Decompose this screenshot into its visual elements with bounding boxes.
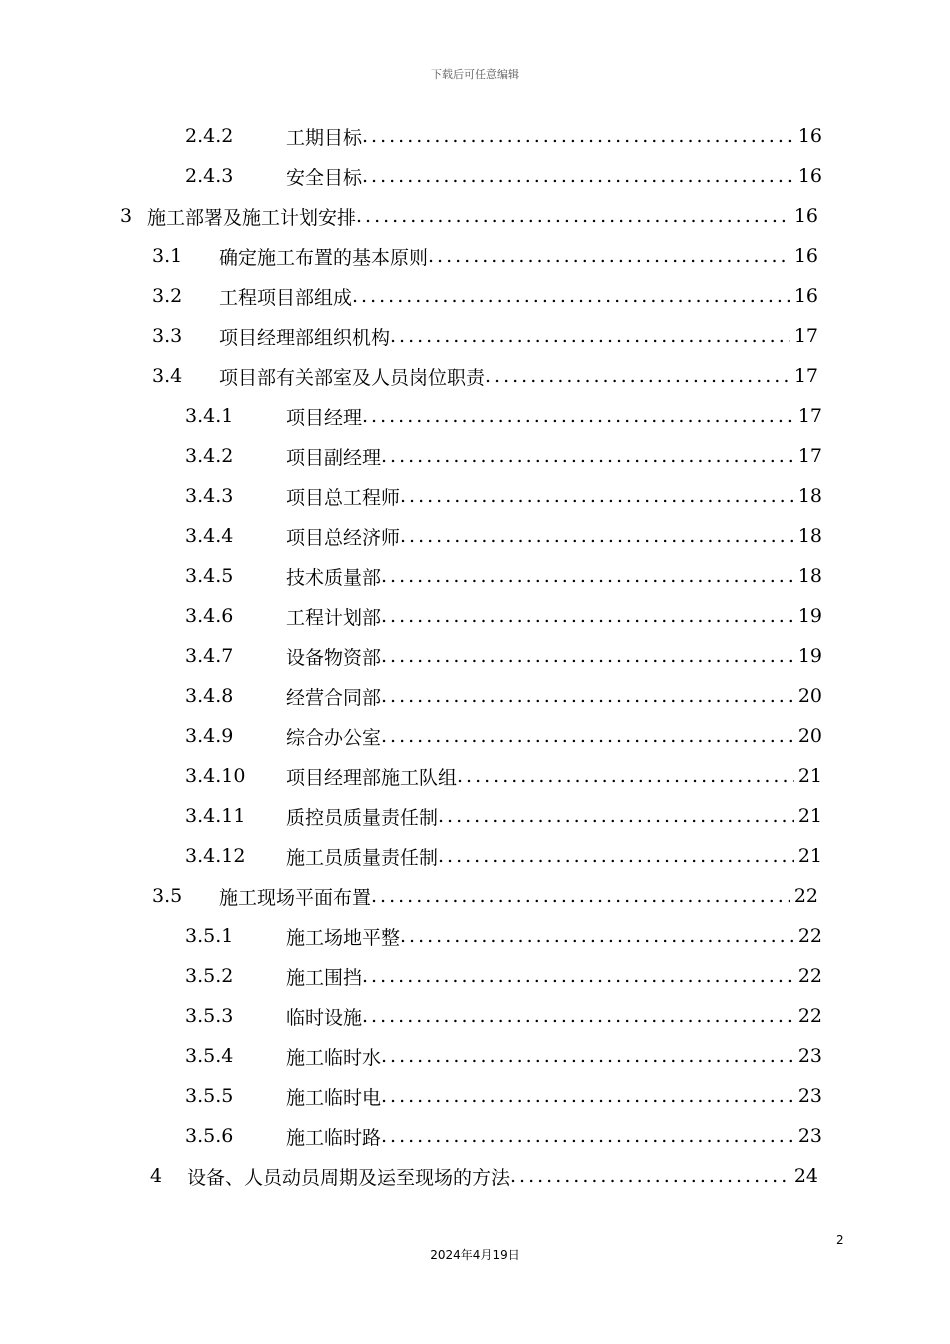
toc-entry-number: 3.1: [152, 245, 183, 267]
toc-entry[interactable]: [185, 396, 822, 436]
toc-entry[interactable]: [152, 876, 818, 916]
toc-entry-title: 经营合同部: [286, 686, 382, 709]
toc-entry-number: 3.4.9: [185, 725, 234, 747]
toc-entry-title: 确定施工布置的基本原则: [219, 246, 429, 269]
toc-entry-title: 项目部有关部室及人员岗位职责: [219, 366, 486, 389]
toc-entry[interactable]: [185, 716, 822, 756]
toc-entry[interactable]: [152, 356, 818, 396]
toc-entry-title: 项目总经济师: [286, 526, 401, 549]
toc-entry-page: 20: [797, 725, 822, 747]
toc-entry-page: 18: [797, 525, 822, 547]
toc-entry-title: 项目总工程师: [286, 486, 401, 509]
toc-entry-page: 22: [797, 965, 822, 987]
dot-leader: [381, 685, 794, 707]
toc-entry-page: 23: [797, 1125, 822, 1147]
toc-entry-page: 24: [793, 1165, 818, 1187]
toc-entry-page: 20: [797, 685, 822, 707]
page-header: 下载后可任意编辑: [431, 68, 519, 81]
dot-leader: [400, 485, 794, 507]
toc-entry-title: 项目经理部组织机构: [219, 326, 391, 349]
toc-entry-page: 23: [797, 1085, 822, 1107]
toc-entry[interactable]: [185, 796, 822, 836]
toc-entry-title: 施工临时水: [286, 1046, 382, 1069]
dot-leader: [510, 1165, 790, 1187]
toc-entry[interactable]: [185, 676, 822, 716]
page-number: 2: [836, 1233, 844, 1247]
toc-entry-title: 设备、人员动员周期及运至现场的方法: [187, 1166, 511, 1189]
toc-entry[interactable]: [185, 956, 822, 996]
dot-leader: [400, 925, 794, 947]
toc-entry-title: 质控员质量责任制: [286, 806, 439, 829]
dot-leader: [381, 445, 794, 467]
toc-entry-number: 3.4.2: [185, 445, 234, 467]
toc-entry-number: 3.4.12: [185, 845, 246, 867]
toc-entry-title: 工程计划部: [286, 606, 382, 629]
toc-entry-number: 3.4.1: [185, 405, 234, 427]
toc-entry[interactable]: [185, 996, 822, 1036]
dot-leader: [362, 125, 794, 147]
toc-entry-title: 施工围挡: [286, 966, 363, 989]
toc-entry-title: 项目经理部施工队组: [286, 766, 458, 789]
toc-entry-page: 16: [793, 245, 818, 267]
toc-entry-page: 23: [797, 1045, 822, 1067]
toc-entry-page: 17: [793, 325, 818, 347]
toc-entry-title: 施工现场平面布置: [219, 886, 372, 909]
dot-leader: [381, 645, 794, 667]
toc-entry-number: 2.4.3: [185, 165, 234, 187]
toc-entry-number: 3.4.11: [185, 805, 246, 827]
toc-entry-title: 技术质量部: [286, 566, 382, 589]
dot-leader: [390, 325, 790, 347]
toc-entry-number: 3: [120, 205, 133, 227]
toc-entry-title: 临时设施: [286, 1006, 363, 1029]
toc-entry[interactable]: [185, 836, 822, 876]
toc-entry-page: 16: [797, 125, 822, 147]
dot-leader: [381, 1085, 794, 1107]
toc-entry-page: 18: [797, 485, 822, 507]
toc-entry[interactable]: [120, 196, 818, 236]
toc-entry-page: 21: [797, 805, 822, 827]
toc-entry-number: 3.4.8: [185, 685, 234, 707]
dot-leader: [362, 165, 794, 187]
toc-entry-number: 3.5.1: [185, 925, 234, 947]
toc-entry-page: 16: [793, 285, 818, 307]
dot-leader: [362, 965, 794, 987]
toc-entry-number: 3.4.7: [185, 645, 234, 667]
dot-leader: [381, 605, 794, 627]
toc-entry[interactable]: [185, 916, 822, 956]
toc-entry[interactable]: [185, 1116, 822, 1156]
dot-leader: [356, 205, 790, 227]
toc-entry-page: 17: [797, 405, 822, 427]
toc-entry-number: 3.4: [152, 365, 183, 387]
toc-entry-number: 3.4.4: [185, 525, 234, 547]
toc-entry-title: 施工员质量责任制: [286, 846, 439, 869]
toc-entry-number: 3.5.3: [185, 1005, 234, 1027]
toc-entry-title: 设备物资部: [286, 646, 382, 669]
dot-leader: [381, 1125, 794, 1147]
toc-entry-title: 施工临时路: [286, 1126, 382, 1149]
toc-entry-number: 3.5.5: [185, 1085, 234, 1107]
toc-entry[interactable]: [185, 596, 822, 636]
toc-entry-title: 项目副经理: [286, 446, 382, 469]
toc-entry[interactable]: [150, 1156, 818, 1196]
dot-leader: [485, 365, 790, 387]
toc-entry-title: 安全目标: [286, 166, 363, 189]
toc-entry-page: 17: [797, 445, 822, 467]
toc-entry-page: 21: [797, 845, 822, 867]
toc-entry-number: 4: [150, 1165, 163, 1187]
toc-entry-page: 22: [797, 1005, 822, 1027]
toc-entry[interactable]: [152, 276, 818, 316]
dot-leader: [352, 285, 790, 307]
toc-entry-number: 3.5.6: [185, 1125, 234, 1147]
dot-leader: [371, 885, 790, 907]
toc-entry[interactable]: [185, 1076, 822, 1116]
dot-leader: [362, 1005, 794, 1027]
dot-leader: [457, 765, 794, 787]
toc-entry[interactable]: [185, 1036, 822, 1076]
toc-entry[interactable]: [185, 156, 822, 196]
toc-entry-number: 3.2: [152, 285, 183, 307]
dot-leader: [362, 405, 794, 427]
toc-entry[interactable]: [152, 316, 818, 356]
toc-entry-page: 21: [797, 765, 822, 787]
toc-entry-page: 16: [793, 205, 818, 227]
toc-entry-page: 22: [793, 885, 818, 907]
toc-entry-number: 3.4.10: [185, 765, 246, 787]
dot-leader: [400, 525, 794, 547]
toc-entry[interactable]: [185, 556, 822, 596]
toc-entry-page: 17: [793, 365, 818, 387]
dot-leader: [438, 845, 794, 867]
toc-entry-number: 3.5.4: [185, 1045, 234, 1067]
toc-entry-number: 3.4.6: [185, 605, 234, 627]
toc-entry-title: 施工场地平整: [286, 926, 401, 949]
toc-entry-number: 2.4.2: [185, 125, 234, 147]
toc-entry-title: 工程项目部组成: [219, 286, 353, 309]
toc-entry-number: 3.5.2: [185, 965, 234, 987]
footer-date: 2024年4月19日: [430, 1248, 520, 1262]
toc-entry[interactable]: [185, 516, 822, 556]
toc-entry[interactable]: [185, 756, 822, 796]
toc-entry-page: 18: [797, 565, 822, 587]
dot-leader: [381, 725, 794, 747]
toc-entry-title: 施工部署及施工计划安排: [147, 206, 357, 229]
toc-entry-number: 3.3: [152, 325, 183, 347]
dot-leader: [438, 805, 794, 827]
toc-entry-page: 22: [797, 925, 822, 947]
toc-entry-number: 3.4.3: [185, 485, 234, 507]
toc-entry[interactable]: [185, 636, 822, 676]
toc-entry[interactable]: [185, 116, 822, 156]
toc-entry-number: 3.5: [152, 885, 183, 907]
toc-entry-number: 3.4.5: [185, 565, 234, 587]
toc-entry-title: 项目经理: [286, 406, 363, 429]
toc-entry-title: 综合办公室: [286, 726, 382, 749]
dot-leader: [381, 1045, 794, 1067]
toc-entry-title: 工期目标: [286, 126, 363, 149]
dot-leader: [381, 565, 794, 587]
toc-entry[interactable]: [185, 476, 822, 516]
toc-entry-page: 19: [797, 645, 822, 667]
toc-entry-title: 施工临时电: [286, 1086, 382, 1109]
dot-leader: [428, 245, 790, 267]
toc-entry[interactable]: [185, 436, 822, 476]
toc-entry[interactable]: [152, 236, 818, 276]
toc-entry-page: 16: [797, 165, 822, 187]
toc-entry-page: 19: [797, 605, 822, 627]
